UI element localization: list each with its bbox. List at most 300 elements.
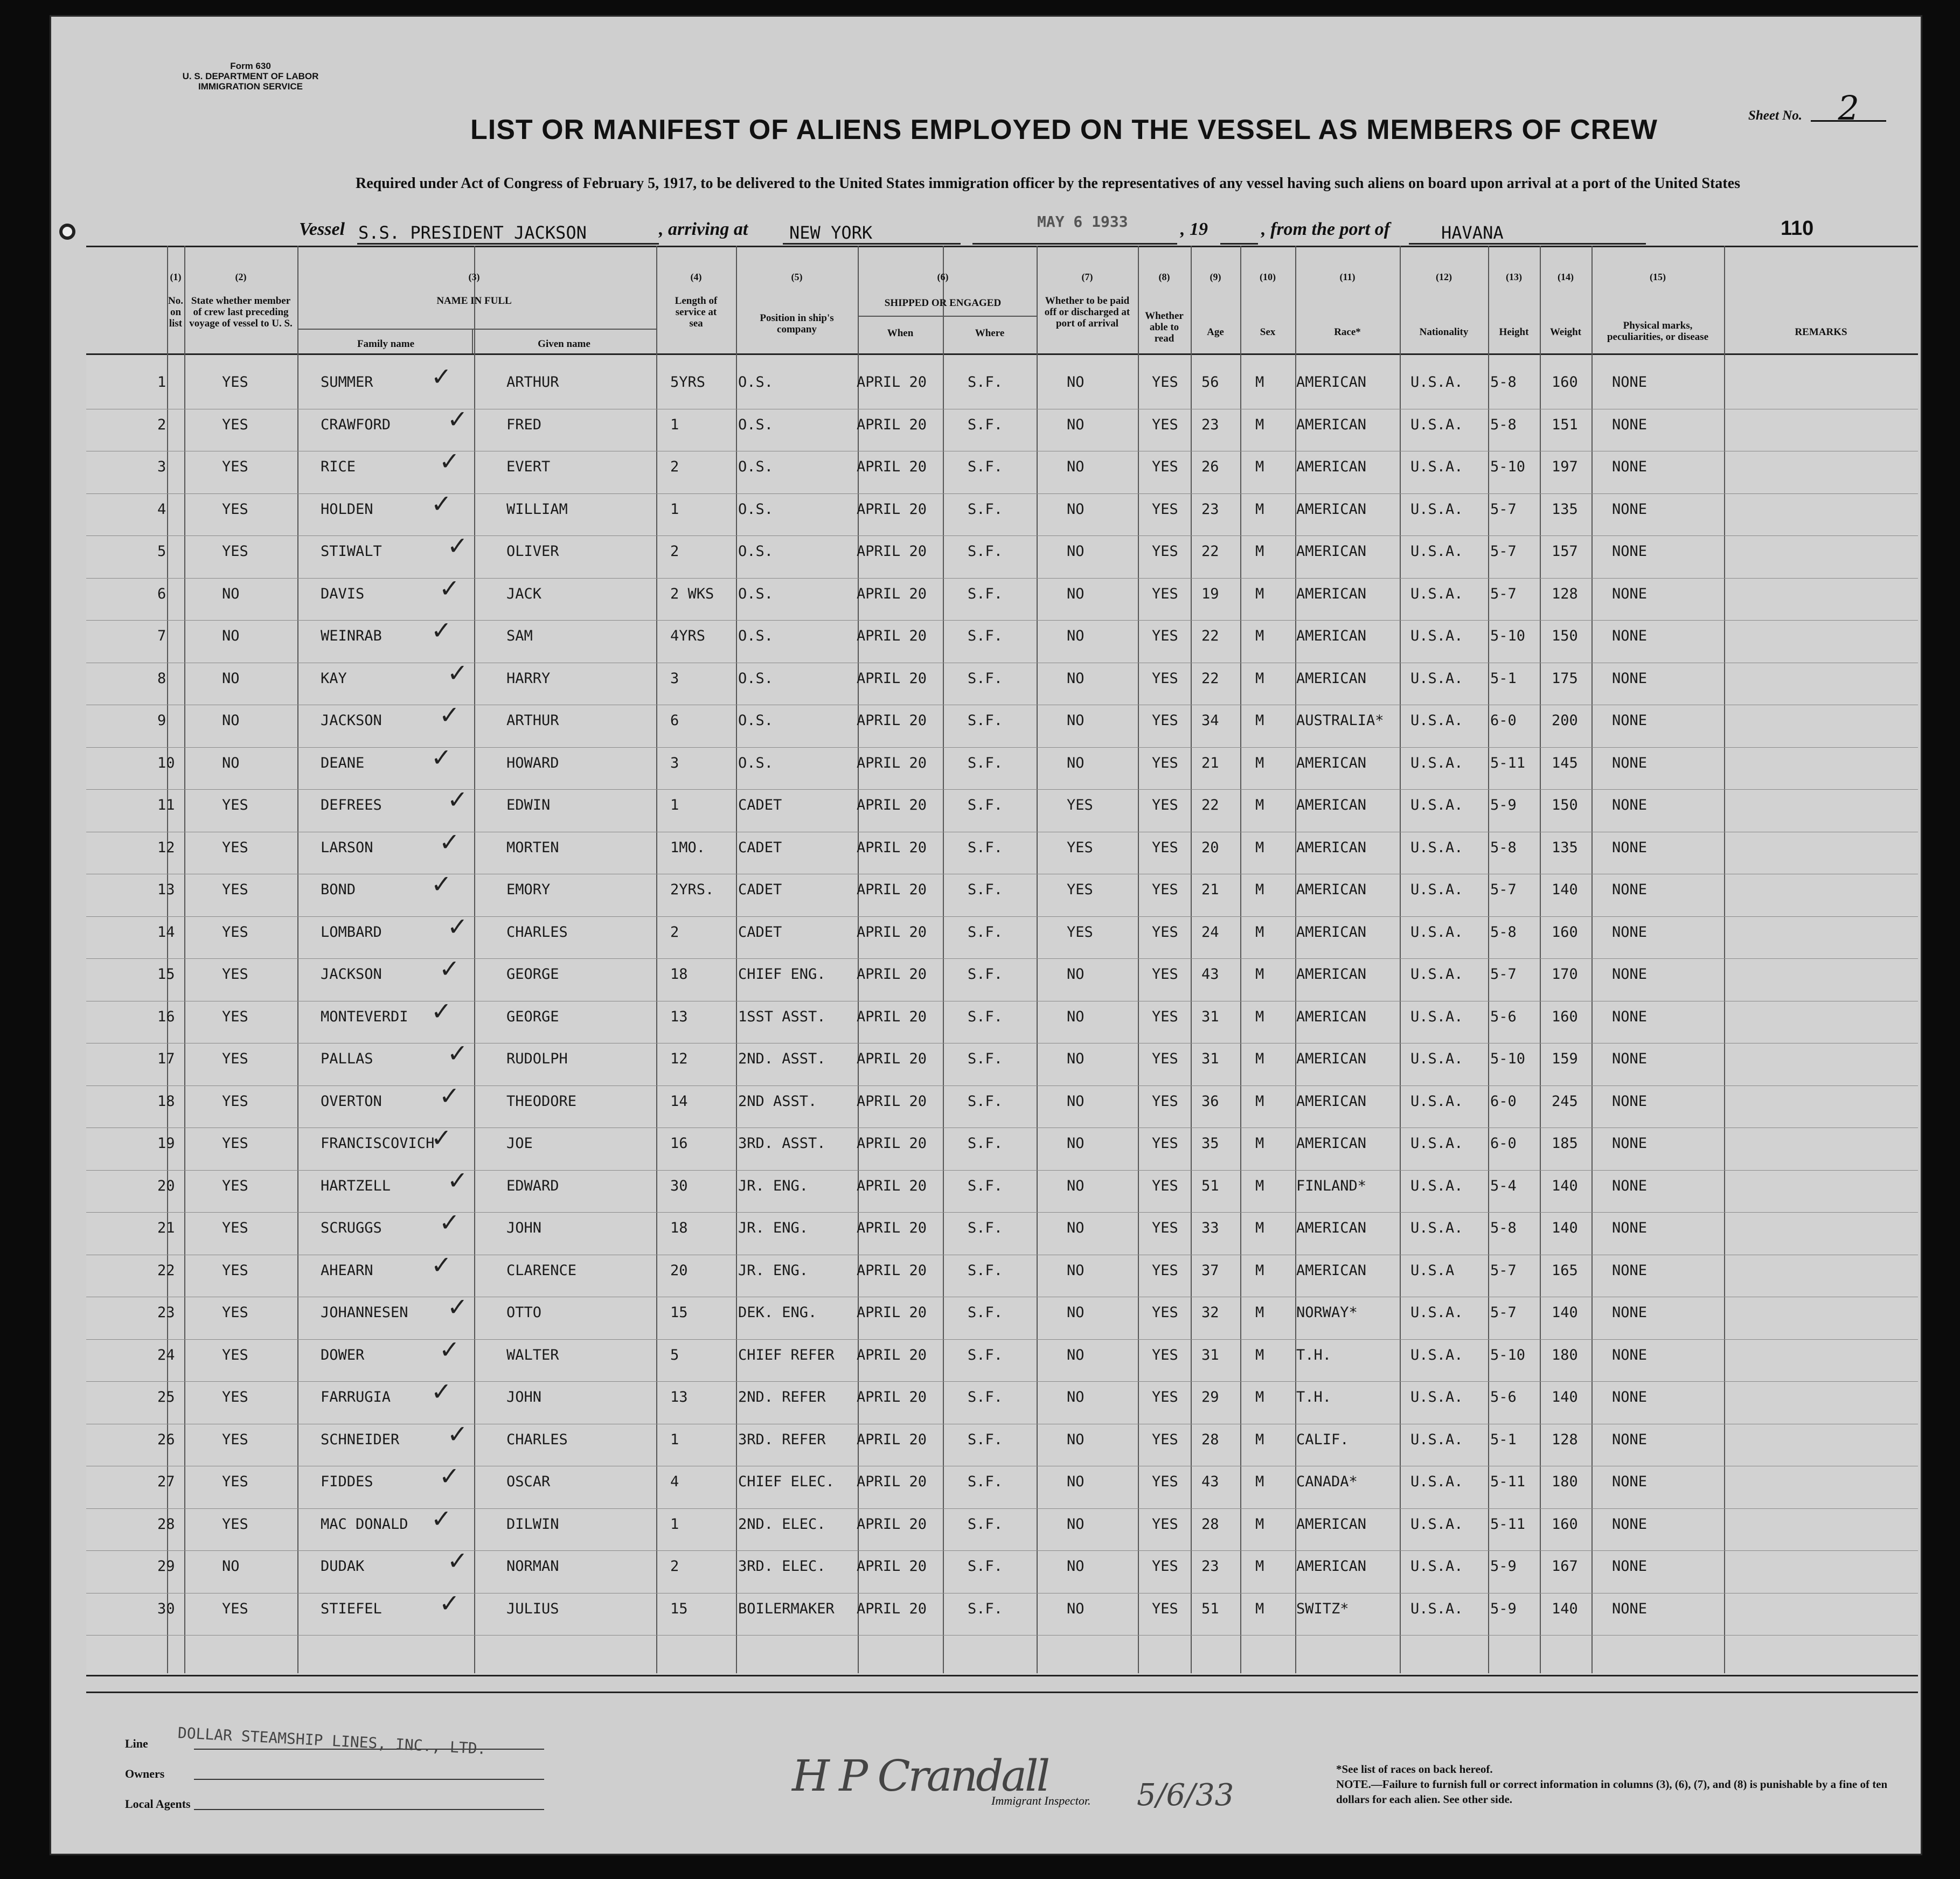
cell-height: 5-11 bbox=[1490, 1515, 1526, 1533]
cell-marks: NONE bbox=[1612, 374, 1648, 391]
cell-family: CRAWFORD bbox=[321, 416, 391, 433]
cell-where: S.F. bbox=[968, 754, 1003, 771]
cell-service: 3 bbox=[670, 670, 679, 687]
column-label: State whether member of crew last preceding voyage of vessel to U. S. bbox=[189, 295, 293, 329]
cell-weight: 200 bbox=[1552, 712, 1578, 729]
cell-weight: 140 bbox=[1552, 1220, 1578, 1236]
column-number: (10) bbox=[1260, 272, 1276, 282]
manifest-number: 110 bbox=[1781, 217, 1814, 240]
cell-position: O.S. bbox=[738, 628, 774, 644]
cell-prev: YES bbox=[222, 1135, 248, 1152]
cell-service: 4YRS bbox=[670, 628, 706, 644]
cell-service: 5 bbox=[670, 1346, 679, 1363]
cell-family: RICE bbox=[321, 458, 356, 475]
arriving-label: , arriving at bbox=[659, 219, 748, 239]
check-mark-icon: ✓ bbox=[431, 362, 452, 391]
cell-position: CHIEF ENG. bbox=[738, 966, 826, 983]
cell-race: AMERICAN bbox=[1296, 1558, 1367, 1575]
cell-no: 21 bbox=[157, 1220, 175, 1236]
check-mark-icon: ✓ bbox=[447, 1039, 468, 1068]
cell-age: 23 bbox=[1201, 416, 1219, 433]
cell-paid: NO bbox=[1067, 374, 1085, 391]
cell-family: HOLDEN bbox=[321, 500, 373, 518]
cell-service: 2 bbox=[670, 923, 679, 941]
cell-marks: NONE bbox=[1612, 1135, 1648, 1152]
cell-position: O.S. bbox=[738, 458, 774, 475]
cell-height: 5-6 bbox=[1490, 1008, 1517, 1025]
cell-prev: NO bbox=[222, 1558, 240, 1575]
date-stamp: MAY 6 1933 bbox=[1037, 213, 1128, 231]
form-dept: U. S. DEPARTMENT OF LABOR bbox=[182, 71, 319, 81]
cell-read: YES bbox=[1152, 1262, 1178, 1279]
cell-service: 13 bbox=[670, 1389, 688, 1405]
cell-nat: U.S.A. bbox=[1410, 1431, 1463, 1448]
cell-nat: U.S.A. bbox=[1410, 797, 1463, 813]
cell-prev: YES bbox=[222, 1389, 248, 1405]
cell-read: YES bbox=[1152, 881, 1178, 898]
cell-marks: NONE bbox=[1612, 1220, 1648, 1236]
cell-nat: U.S.A. bbox=[1410, 500, 1463, 518]
cell-paid: NO bbox=[1067, 500, 1085, 518]
cell-prev: YES bbox=[222, 1304, 248, 1321]
cell-family: MONTEVERDI bbox=[321, 1008, 408, 1025]
cell-weight: 159 bbox=[1552, 1050, 1578, 1067]
form-service: IMMIGRATION SERVICE bbox=[198, 81, 303, 92]
cell-marks: NONE bbox=[1612, 670, 1648, 687]
cell-position: JR. ENG. bbox=[738, 1220, 809, 1236]
cell-nat: U.S.A. bbox=[1410, 1389, 1463, 1405]
cell-when: APRIL 20 bbox=[857, 1092, 927, 1110]
cell-position: O.S. bbox=[738, 585, 774, 602]
cell-race: CANADA* bbox=[1296, 1473, 1358, 1490]
column-rule bbox=[1138, 246, 1139, 1673]
cell-weight: 140 bbox=[1552, 1177, 1578, 1194]
agents-label: Local Agents bbox=[125, 1797, 191, 1811]
cell-family: AHEARN bbox=[321, 1262, 373, 1279]
cell-marks: NONE bbox=[1612, 712, 1648, 729]
cell-no: 27 bbox=[157, 1473, 175, 1490]
cell-sex: M bbox=[1255, 1177, 1264, 1194]
cell-sex: M bbox=[1255, 1346, 1264, 1363]
cell-race: AMERICAN bbox=[1296, 1515, 1367, 1533]
column-rule bbox=[474, 246, 475, 1673]
cell-when: APRIL 20 bbox=[857, 458, 927, 475]
cell-when: APRIL 20 bbox=[857, 1008, 927, 1025]
cell-race: AMERICAN bbox=[1296, 1135, 1367, 1152]
sheet-number bbox=[1748, 88, 1886, 128]
cell-where: S.F. bbox=[968, 1389, 1003, 1405]
cell-nat: U.S.A. bbox=[1410, 458, 1463, 475]
cell-when: APRIL 20 bbox=[857, 1515, 927, 1533]
cell-sex: M bbox=[1255, 1558, 1264, 1575]
column-number: (6) bbox=[937, 272, 949, 282]
cell-race: FINLAND* bbox=[1296, 1177, 1367, 1194]
cell-read: YES bbox=[1152, 1092, 1178, 1110]
row-rule bbox=[86, 535, 1918, 536]
cell-where: S.F. bbox=[968, 1473, 1003, 1490]
cell-height: 5-4 bbox=[1490, 1177, 1517, 1194]
cell-weight: 128 bbox=[1552, 585, 1578, 602]
check-mark-icon: ✓ bbox=[431, 1123, 452, 1152]
cell-paid: NO bbox=[1067, 1389, 1085, 1405]
cell-given: HOWARD bbox=[506, 754, 559, 771]
cell-weight: 140 bbox=[1552, 1389, 1578, 1405]
check-mark-icon: ✓ bbox=[439, 1081, 460, 1110]
cell-given: EDWIN bbox=[506, 797, 551, 813]
cell-position: 3RD. ELEC. bbox=[738, 1558, 826, 1575]
cell-family: HARTZELL bbox=[321, 1177, 391, 1194]
cell-nat: U.S.A. bbox=[1410, 1515, 1463, 1533]
cell-age: 22 bbox=[1201, 543, 1219, 560]
cell-when: APRIL 20 bbox=[857, 966, 927, 983]
check-mark-icon: ✓ bbox=[447, 404, 468, 434]
cell-when: APRIL 20 bbox=[857, 1262, 927, 1279]
cell-where: S.F. bbox=[968, 1515, 1003, 1533]
column-rule bbox=[167, 246, 168, 1673]
cell-nat: U.S.A. bbox=[1410, 754, 1463, 771]
cell-age: 22 bbox=[1201, 670, 1219, 687]
cell-service: 30 bbox=[670, 1177, 688, 1194]
cell-no: 22 bbox=[157, 1262, 175, 1279]
column-label: Weight bbox=[1549, 326, 1582, 338]
cell-weight: 175 bbox=[1552, 670, 1578, 687]
row-rule bbox=[86, 1508, 1918, 1509]
check-mark-icon: ✓ bbox=[447, 1546, 468, 1575]
cell-where: S.F. bbox=[968, 374, 1003, 391]
cell-service: 12 bbox=[670, 1050, 688, 1067]
cell-family: DEANE bbox=[321, 754, 365, 771]
from-port-label: , from the port of bbox=[1261, 219, 1390, 239]
cell-read: YES bbox=[1152, 1135, 1178, 1152]
cell-paid: NO bbox=[1067, 1558, 1085, 1575]
column-label: Nationality bbox=[1419, 326, 1469, 338]
cell-marks: NONE bbox=[1612, 416, 1648, 433]
cell-prev: YES bbox=[222, 1092, 248, 1110]
cell-age: 21 bbox=[1201, 754, 1219, 771]
cell-age: 37 bbox=[1201, 1262, 1219, 1279]
cell-read: YES bbox=[1152, 416, 1178, 433]
cell-position: O.S. bbox=[738, 500, 774, 518]
cell-read: YES bbox=[1152, 1177, 1178, 1194]
column-label: Position in ship's company bbox=[760, 312, 834, 335]
cell-read: YES bbox=[1152, 797, 1178, 813]
cell-read: YES bbox=[1152, 543, 1178, 560]
cell-sex: M bbox=[1255, 1135, 1264, 1152]
cell-service: 4 bbox=[670, 1473, 679, 1490]
cell-height: 5-1 bbox=[1490, 670, 1517, 687]
cell-when: APRIL 20 bbox=[857, 1389, 927, 1405]
cell-no: 4 bbox=[157, 500, 166, 518]
cell-marks: NONE bbox=[1612, 881, 1648, 898]
cell-race: AMERICAN bbox=[1296, 881, 1367, 898]
cell-prev: YES bbox=[222, 500, 248, 518]
cell-age: 43 bbox=[1201, 966, 1219, 983]
cell-read: YES bbox=[1152, 923, 1178, 941]
cell-when: APRIL 20 bbox=[857, 585, 927, 602]
cell-height: 5-7 bbox=[1490, 543, 1517, 560]
cell-prev: YES bbox=[222, 1177, 248, 1194]
cell-weight: 197 bbox=[1552, 458, 1578, 475]
column-label: Sex bbox=[1260, 326, 1276, 338]
column-rule bbox=[297, 246, 298, 1673]
cell-weight: 157 bbox=[1552, 543, 1578, 560]
cell-paid: NO bbox=[1067, 1473, 1085, 1490]
cell-given: NORMAN bbox=[506, 1558, 559, 1575]
cell-prev: YES bbox=[222, 1346, 248, 1363]
agents-underline bbox=[194, 1809, 544, 1810]
column-number: (7) bbox=[1081, 272, 1093, 282]
cell-marks: NONE bbox=[1612, 797, 1648, 813]
vessel-name: S.S. PRESIDENT JACKSON bbox=[358, 222, 587, 243]
cell-prev: NO bbox=[222, 628, 240, 644]
cell-read: YES bbox=[1152, 1346, 1178, 1363]
cell-read: YES bbox=[1152, 1600, 1178, 1617]
cell-service: 3 bbox=[670, 754, 679, 771]
cell-nat: U.S.A. bbox=[1410, 1008, 1463, 1025]
cell-position: O.S. bbox=[738, 712, 774, 729]
cell-no: 6 bbox=[157, 585, 166, 602]
cell-paid: NO bbox=[1067, 1346, 1085, 1363]
cell-weight: 128 bbox=[1552, 1431, 1578, 1448]
cell-paid: NO bbox=[1067, 1431, 1085, 1448]
cell-weight: 140 bbox=[1552, 1600, 1578, 1617]
cell-weight: 180 bbox=[1552, 1473, 1578, 1490]
cell-position: 2ND. ELEC. bbox=[738, 1515, 826, 1533]
cell-when: APRIL 20 bbox=[857, 754, 927, 771]
cell-family: KAY bbox=[321, 670, 347, 687]
cell-given: OSCAR bbox=[506, 1473, 551, 1490]
row-rule bbox=[86, 1085, 1918, 1086]
column-rule bbox=[1591, 246, 1593, 1673]
cell-position: JR. ENG. bbox=[738, 1177, 809, 1194]
cell-race: AMERICAN bbox=[1296, 628, 1367, 644]
vessel-label: Vessel bbox=[299, 219, 345, 239]
cell-nat: U.S.A. bbox=[1410, 712, 1463, 729]
cell-prev: YES bbox=[222, 923, 248, 941]
cell-weight: 170 bbox=[1552, 966, 1578, 983]
cell-when: APRIL 20 bbox=[857, 1473, 927, 1490]
check-mark-icon: ✓ bbox=[447, 1419, 468, 1449]
cell-position: 2ND. ASST. bbox=[738, 1050, 826, 1067]
row-rule bbox=[86, 1381, 1918, 1382]
cell-sex: M bbox=[1255, 500, 1264, 518]
cell-where: S.F. bbox=[968, 500, 1003, 518]
cell-paid: NO bbox=[1067, 543, 1085, 560]
cell-read: YES bbox=[1152, 1008, 1178, 1025]
check-mark-icon: ✓ bbox=[447, 1165, 468, 1195]
cell-prev: NO bbox=[222, 670, 240, 687]
cell-sex: M bbox=[1255, 1304, 1264, 1321]
cell-nat: U.S.A. bbox=[1410, 1346, 1463, 1363]
cell-given: JACK bbox=[506, 585, 542, 602]
cell-weight: 180 bbox=[1552, 1346, 1578, 1363]
cell-age: 21 bbox=[1201, 881, 1219, 898]
cell-position: 2ND ASST. bbox=[738, 1092, 817, 1110]
cell-family: LOMBARD bbox=[321, 923, 382, 941]
cell-position: BOILERMAKER bbox=[738, 1600, 835, 1617]
check-mark-icon: ✓ bbox=[439, 954, 460, 983]
check-mark-icon: ✓ bbox=[439, 1462, 460, 1491]
cell-where: S.F. bbox=[968, 543, 1003, 560]
cell-prev: YES bbox=[222, 1515, 248, 1533]
cell-height: 5-9 bbox=[1490, 797, 1517, 813]
cell-height: 5-8 bbox=[1490, 839, 1517, 856]
footer-note bbox=[1336, 1762, 1902, 1807]
cell-no: 1 bbox=[157, 374, 166, 391]
cell-service: 5YRS bbox=[670, 374, 706, 391]
cell-paid: NO bbox=[1067, 1220, 1085, 1236]
cell-given: JOHN bbox=[506, 1389, 542, 1405]
cell-sex: M bbox=[1255, 585, 1264, 602]
cell-paid: NO bbox=[1067, 1135, 1085, 1152]
cell-read: YES bbox=[1152, 628, 1178, 644]
cell-marks: NONE bbox=[1612, 458, 1648, 475]
cell-race: NORWAY* bbox=[1296, 1304, 1358, 1321]
cell-family: FIDDES bbox=[321, 1473, 373, 1490]
row-rule bbox=[86, 1339, 1918, 1340]
cell-read: YES bbox=[1152, 754, 1178, 771]
cell-marks: NONE bbox=[1612, 1389, 1648, 1405]
cell-family: FARRUGIA bbox=[321, 1389, 391, 1405]
footer-note-fine: NOTE.—Failure to furnish full or correct information in columns (3), (6), (7), and (8) is punishable by a fine of ten dollars for each alien. See other side. bbox=[1336, 1778, 1888, 1806]
cell-no: 25 bbox=[157, 1389, 175, 1405]
cell-sex: M bbox=[1255, 416, 1264, 433]
cell-where: S.F. bbox=[968, 839, 1003, 856]
cell-marks: NONE bbox=[1612, 1473, 1648, 1490]
cell-read: YES bbox=[1152, 500, 1178, 518]
cell-race: AMERICAN bbox=[1296, 1008, 1367, 1025]
cell-marks: NONE bbox=[1612, 1262, 1648, 1279]
cell-no: 7 bbox=[157, 628, 166, 644]
cell-age: 23 bbox=[1201, 1558, 1219, 1575]
cell-service: 15 bbox=[670, 1304, 688, 1321]
cell-age: 31 bbox=[1201, 1346, 1219, 1363]
column-label: No. on list bbox=[168, 295, 183, 329]
cell-paid: NO bbox=[1067, 1008, 1085, 1025]
cell-prev: YES bbox=[222, 1050, 248, 1067]
cell-position: 1SST ASST. bbox=[738, 1008, 826, 1025]
cell-when: APRIL 20 bbox=[857, 797, 927, 813]
cell-where: S.F. bbox=[968, 1304, 1003, 1321]
cell-service: 1 bbox=[670, 1515, 679, 1533]
cell-service: 18 bbox=[670, 966, 688, 983]
cell-no: 23 bbox=[157, 1304, 175, 1321]
cell-when: APRIL 20 bbox=[857, 923, 927, 941]
column-number: (15) bbox=[1650, 272, 1666, 282]
check-mark-icon: ✓ bbox=[447, 785, 468, 814]
cell-height: 5-1 bbox=[1490, 1431, 1517, 1448]
cell-sex: M bbox=[1255, 966, 1264, 983]
cell-race: AMERICAN bbox=[1296, 1220, 1367, 1236]
cell-position: DEK. ENG. bbox=[738, 1304, 817, 1321]
cell-weight: 135 bbox=[1552, 839, 1578, 856]
column-number: (13) bbox=[1506, 272, 1522, 282]
cell-marks: NONE bbox=[1612, 1177, 1648, 1194]
cell-when: APRIL 20 bbox=[857, 1135, 927, 1152]
row-rule bbox=[86, 1212, 1918, 1213]
cell-prev: NO bbox=[222, 712, 240, 729]
cell-given: JOHN bbox=[506, 1220, 542, 1236]
cell-marks: NONE bbox=[1612, 1558, 1648, 1575]
cell-nat: U.S.A. bbox=[1410, 1050, 1463, 1067]
cell-given: HARRY bbox=[506, 670, 551, 687]
cell-where: S.F. bbox=[968, 1050, 1003, 1067]
cell-sex: M bbox=[1255, 1050, 1264, 1067]
line-label: Line bbox=[125, 1737, 148, 1750]
cell-nat: U.S.A. bbox=[1410, 966, 1463, 983]
cell-race: AMERICAN bbox=[1296, 374, 1367, 391]
form-number: Form 630 bbox=[230, 61, 271, 71]
page-subtitle: Required under Act of Congress of February 5, 1917, to be delivered to the United States immigration officer by the representatives of any vessel having such aliens on board upon arrival at a port of the United States bbox=[356, 175, 1740, 192]
cell-height: 5-8 bbox=[1490, 1220, 1517, 1236]
cell-height: 5-11 bbox=[1490, 1473, 1526, 1490]
cell-weight: 135 bbox=[1552, 500, 1578, 518]
cell-prev: YES bbox=[222, 543, 248, 560]
cell-position: JR. ENG. bbox=[738, 1262, 809, 1279]
row-rule bbox=[86, 493, 1918, 494]
cell-read: YES bbox=[1152, 1515, 1178, 1533]
cell-when: APRIL 20 bbox=[857, 712, 927, 729]
cell-when: APRIL 20 bbox=[857, 670, 927, 687]
inspector-label: Immigrant Inspector. bbox=[991, 1794, 1091, 1807]
cell-position: O.S. bbox=[738, 543, 774, 560]
cell-age: 22 bbox=[1201, 628, 1219, 644]
subheader-family: Family name bbox=[357, 338, 415, 350]
cell-family: MAC DONALD bbox=[321, 1515, 408, 1533]
cell-sex: M bbox=[1255, 712, 1264, 729]
cell-position: CADET bbox=[738, 923, 782, 941]
check-mark-icon: ✓ bbox=[439, 827, 460, 857]
cell-no: 3 bbox=[157, 458, 166, 475]
subheader-when: When bbox=[887, 328, 914, 339]
cell-sex: M bbox=[1255, 1473, 1264, 1490]
cell-marks: NONE bbox=[1612, 839, 1648, 856]
cell-paid: NO bbox=[1067, 670, 1085, 687]
cell-paid: NO bbox=[1067, 754, 1085, 771]
cell-where: S.F. bbox=[968, 670, 1003, 687]
cell-age: 31 bbox=[1201, 1008, 1219, 1025]
cell-race: AMERICAN bbox=[1296, 1092, 1367, 1110]
cell-weight: 151 bbox=[1552, 416, 1578, 433]
column-number: (11) bbox=[1339, 272, 1356, 282]
cell-race: T.H. bbox=[1296, 1389, 1332, 1405]
cell-position: 3RD. REFER bbox=[738, 1431, 826, 1448]
cell-nat: U.S.A. bbox=[1410, 416, 1463, 433]
cell-no: 13 bbox=[157, 881, 175, 898]
cell-height: 5-6 bbox=[1490, 1389, 1517, 1405]
cell-where: S.F. bbox=[968, 1431, 1003, 1448]
cell-sex: M bbox=[1255, 839, 1264, 856]
cell-paid: NO bbox=[1067, 458, 1085, 475]
cell-position: CADET bbox=[738, 839, 782, 856]
cell-read: YES bbox=[1152, 585, 1178, 602]
cell-weight: 160 bbox=[1552, 374, 1578, 391]
cell-race: AMERICAN bbox=[1296, 797, 1367, 813]
cell-family: JACKSON bbox=[321, 712, 382, 729]
cell-race: T.H. bbox=[1296, 1346, 1332, 1363]
cell-sex: M bbox=[1255, 1600, 1264, 1617]
cell-age: 29 bbox=[1201, 1389, 1219, 1405]
cell-given: JULIUS bbox=[506, 1600, 559, 1617]
cell-service: 2YRS. bbox=[670, 881, 714, 898]
row-rule bbox=[86, 1550, 1918, 1551]
cell-given: DILWIN bbox=[506, 1515, 559, 1533]
column-label: NAME IN FULL bbox=[436, 295, 512, 307]
cell-family: DEFREES bbox=[321, 797, 382, 813]
cell-marks: NONE bbox=[1612, 585, 1648, 602]
cell-height: 5-7 bbox=[1490, 966, 1517, 983]
cell-sex: M bbox=[1255, 1262, 1264, 1279]
